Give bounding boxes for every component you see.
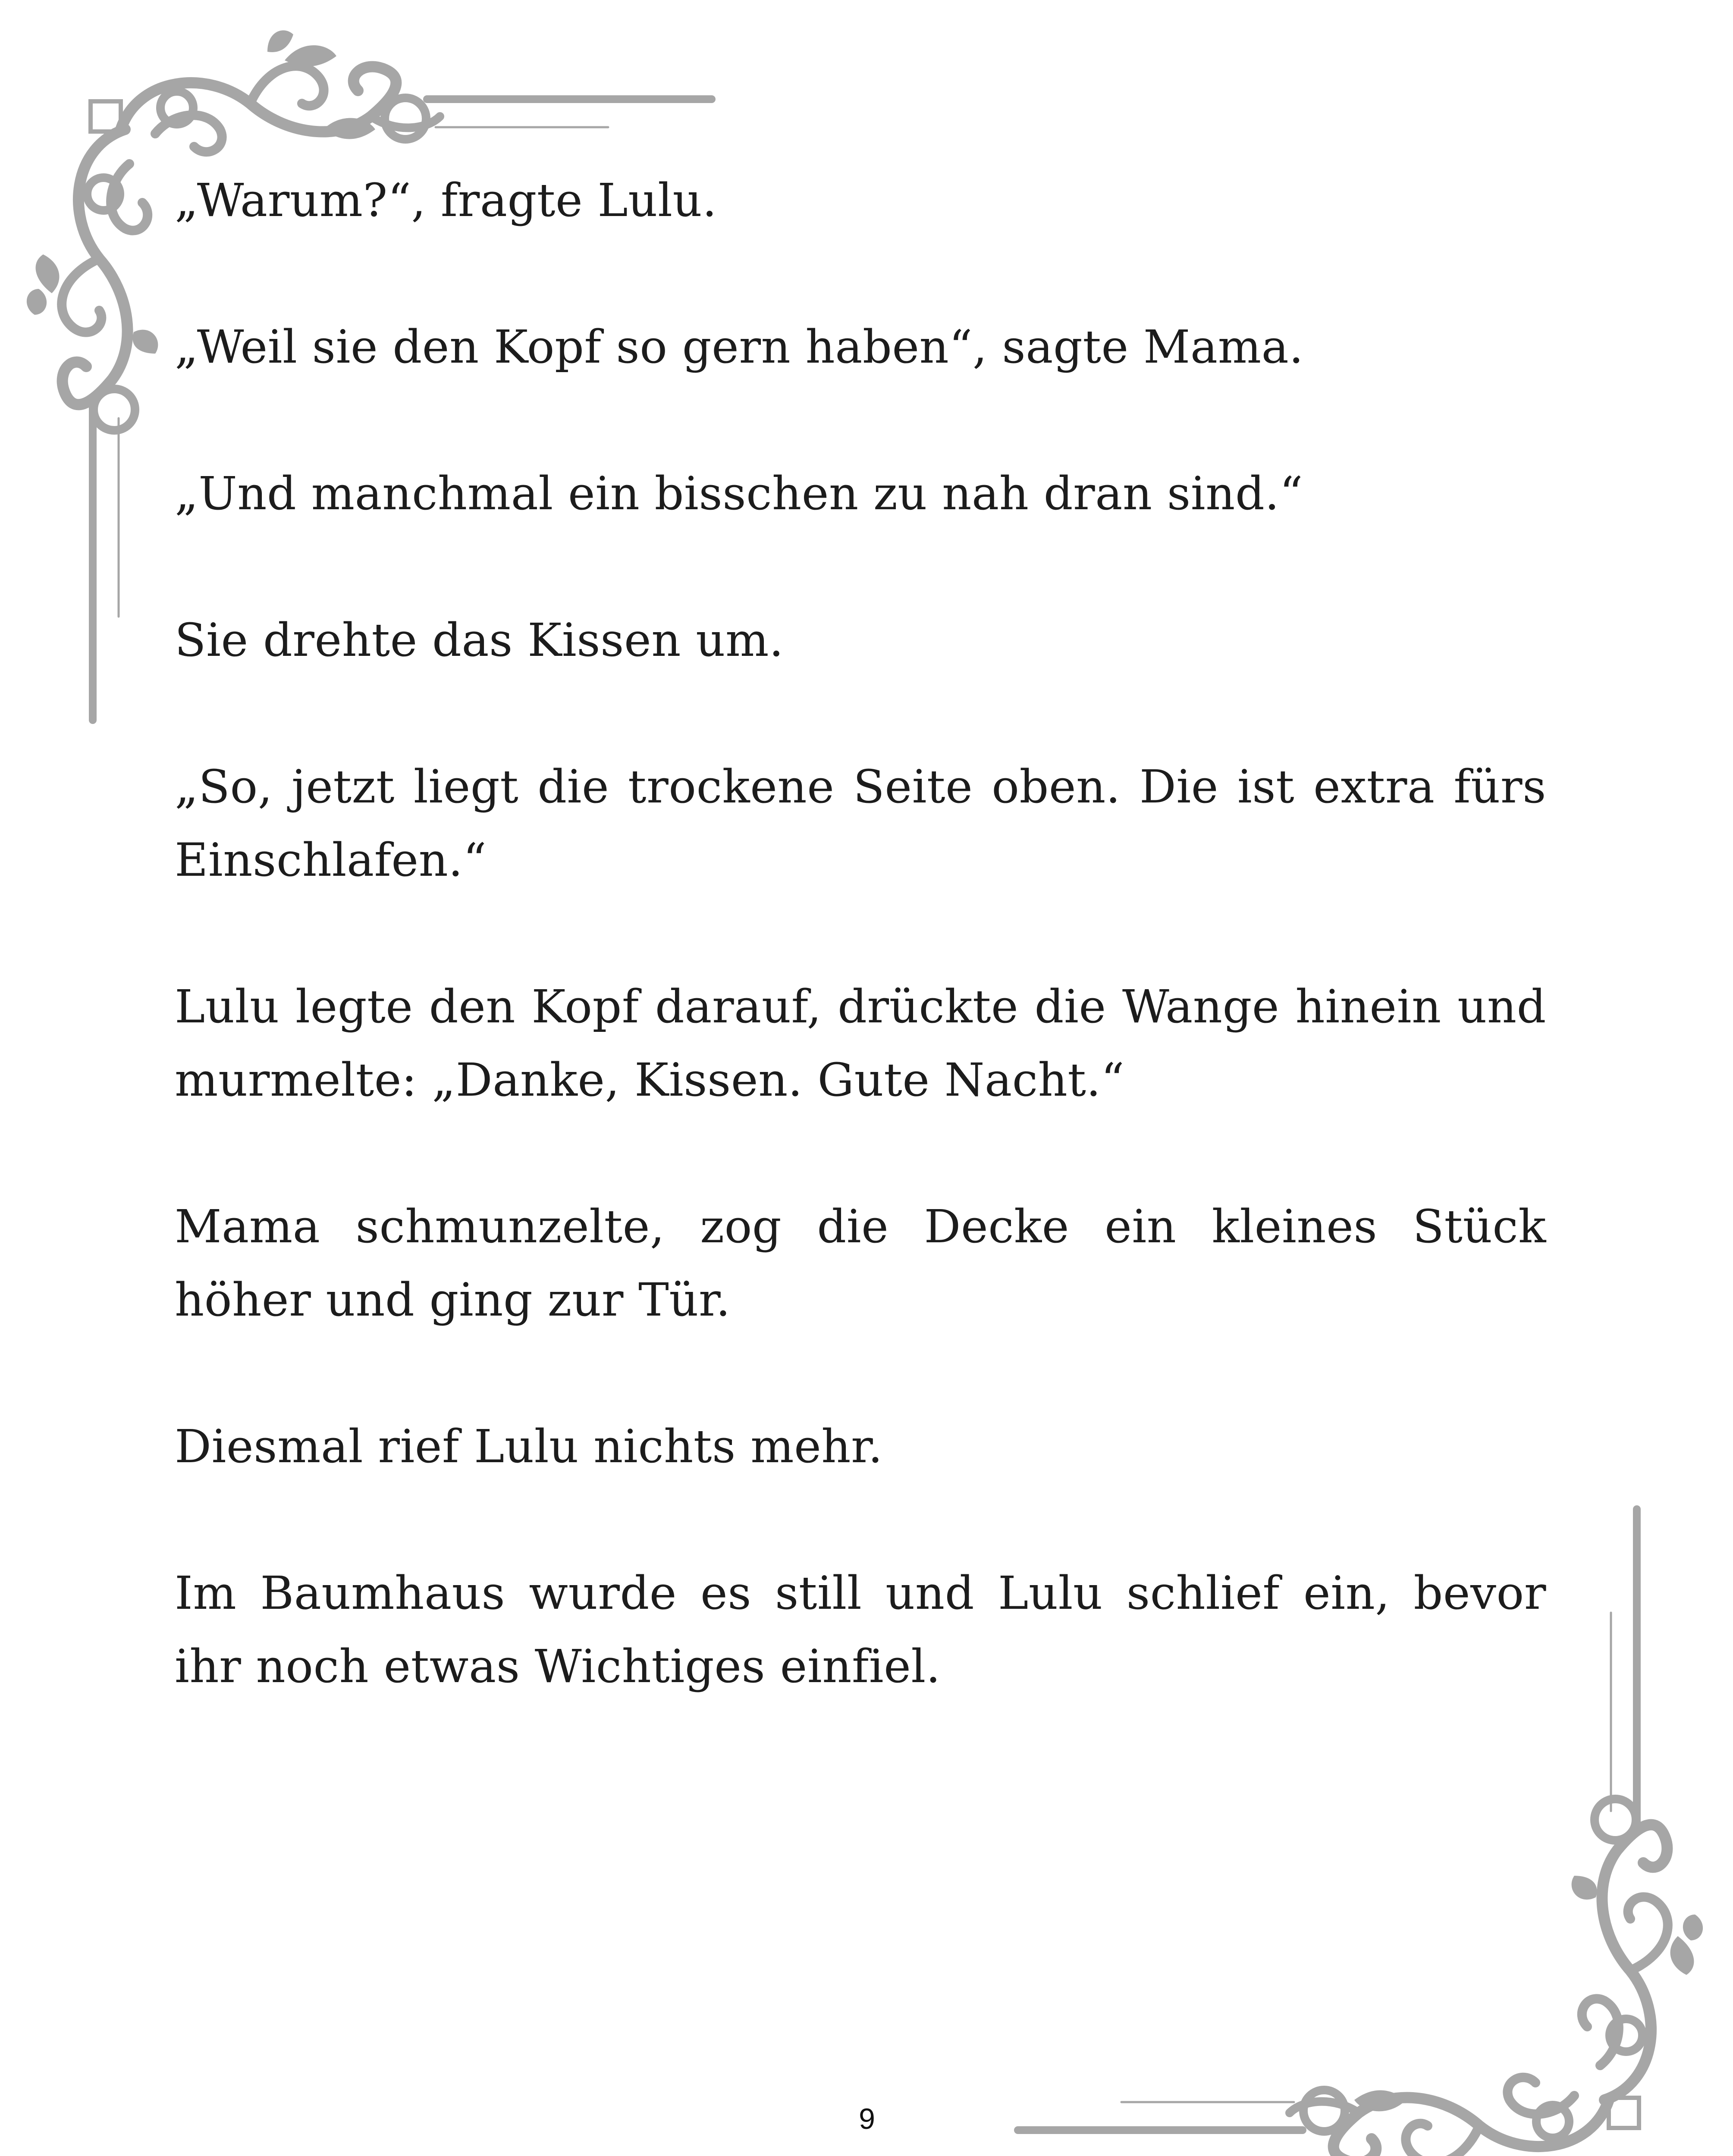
paragraph: „So, jetzt liegt die trockene Seite oben. Die ist extra fürs Einschlafen.“ [175,760,1546,887]
paragraph: Mama schmunzelte, zog die Decke ein kleines Stück höher und ging zur Tür. [175,1200,1546,1326]
paragraph: „Weil sie den Kopf so gern haben“, sagte Mama. [175,320,1304,373]
story-text [175,164,1546,1703]
paragraph: „Und manchmal ein bisschen zu nah dran sind.“ [175,467,1303,520]
paragraph: Im Baumhaus wurde es still und Lulu schlief ein, bevor ihr noch etwas Wichtiges einfiel. [175,1567,1546,1693]
paragraph: Sie drehte das Kissen um. [175,614,784,667]
paragraph: Diesmal rief Lulu nichts mehr. [175,1420,883,1473]
paragraph: „Warum?“, fragte Lulu. [175,174,717,227]
page-number: 9 [859,2103,875,2135]
paragraph: Lulu legte den Kopf darauf, drückte die Wange hinein und murmelte: „Danke, Kissen. Gute Nacht.“ [175,980,1546,1106]
